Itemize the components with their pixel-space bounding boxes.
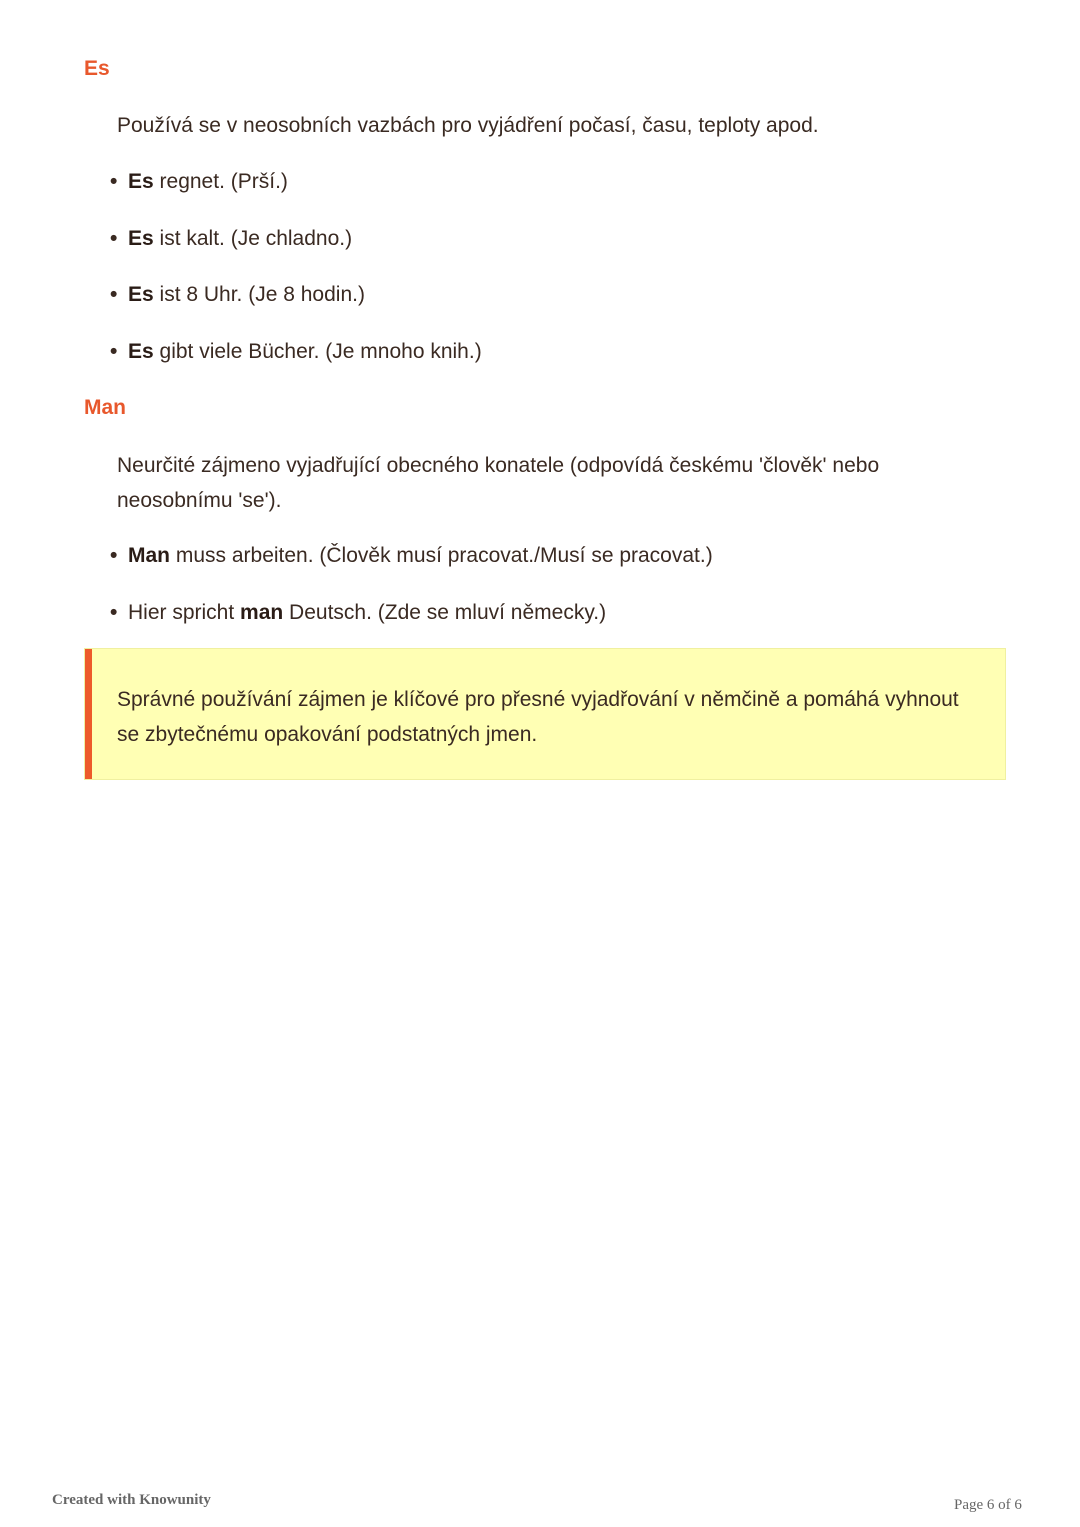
list-item (110, 598, 606, 628)
example-text: gibt viele Bücher. (Je mnoho knih.) (153, 340, 482, 363)
bullet-icon: • (110, 340, 118, 363)
list-item (110, 337, 482, 367)
list-item (110, 280, 365, 310)
bullet-icon: • (110, 170, 118, 193)
keyword: Man (128, 544, 170, 567)
section-heading-man: Man (84, 396, 126, 419)
keyword: Es (128, 340, 154, 363)
keyword: Es (128, 227, 154, 250)
list-item (110, 224, 352, 254)
note-text: Správné používání zájmen je klíčové pro přesné vyjadřování v němčině a pomáhá vyhnout se zbytečnému opakování podstatných jmen. (117, 688, 959, 746)
bullet-icon: • (110, 227, 118, 250)
list-item (110, 167, 288, 197)
section-heading-es: Es (84, 57, 110, 80)
keyword: Es (128, 283, 154, 306)
note-callout (84, 648, 1006, 780)
note-accent-bar (85, 649, 92, 779)
example-text: ist 8 Uhr. (Je 8 hodin.) (153, 283, 365, 306)
page-number: Page 6 of 6 (954, 1497, 1022, 1513)
footer-credit: Created with Knowunity (52, 1492, 211, 1508)
example-text: muss arbeiten. (Člověk musí pracovat./Musí se pracovat.) (170, 544, 713, 567)
bullet-icon: • (110, 601, 118, 624)
example-text: ist kalt. (Je chladno.) (153, 227, 353, 250)
section-intro-es: Používá se v neosobních vazbách pro vyjádření počasí, času, teploty apod. (117, 114, 819, 137)
bullet-icon: • (110, 283, 118, 306)
list-item (110, 541, 713, 571)
example-text: regnet. (Prší.) (153, 170, 288, 193)
keyword: Es (128, 170, 154, 193)
example-prefix: Hier spricht (128, 601, 241, 624)
section-intro-man: Neurčité zájmeno vyjadřující obecného konatele (odpovídá českému 'člověk' nebo neosobnímu 'se'). (117, 454, 880, 512)
bullet-icon: • (110, 544, 118, 567)
keyword: man (240, 601, 284, 624)
example-text: Deutsch. (Zde se mluví německy.) (283, 601, 607, 624)
